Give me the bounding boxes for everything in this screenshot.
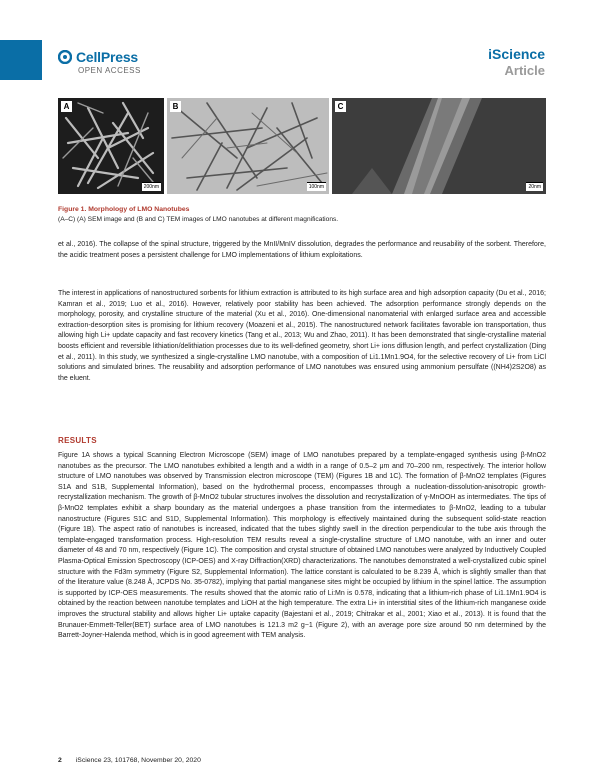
figure-1 — [58, 98, 546, 194]
panel-label-a: A — [61, 101, 72, 112]
sem-image-panel — [58, 98, 164, 194]
tem-image-low-mag — [167, 98, 329, 194]
scale-bar-c: 20nm — [528, 184, 541, 190]
panel-label-c: C — [335, 101, 346, 112]
paragraph-3: Figure 1A shows a typical Scanning Electron Microscope (SEM) image of LMO nanotubes prepared by a template-engaged synthesis using β-MnO2 nanotubes as the precursor. The LMO nanotubes exhibited a length and a width in a range of 0.5–2 μm and 70–200 nm, respectively. The interior hollow structure of LMO nanotubes was observed by Transmission electron microscope (TEM) (Figures 1B and 1C). The formation of β-MnO2 templates (Figures S1A and S1B, Supplemental Information), based on the hydrothermal process, encompasses through a nucleation-dissolution-anisotropic growth-recrystallization mechanism. The growth of β-MnO2 tubular structures involves the dissolution and recrystallization of γ-MnOOH as intermediates. The tips of β-MnO2 templates exhibit a sharp boundary as the material undergoes a phase transition from the intermediates to β-MnO2, leading to a tubular nanostructure (Figures S1C and S1D, Supplemental Information). This morphology is effectively maintained during the subsequent solid-state reaction (Figure 1B). The aspect ratio of nanotubes is increased, indicated that the tubes slightly swell in the direction perpendicular to the tube axis through the template-engaged transformation process. High-resolution TEM results reveal a single-crystalline structure of LMO nanotube, with an inner and outer diameter of 48 and 70 nm, respectively (Figure 1C). The composition and crystal structure of obtained LMO nanotubes were analyzed by Inductively Coupled Plasma-Optical Emission Spectroscopy (ICP-OES) and X-ray Diffraction(XRD) characterizations. The nanotubes demonstrated a well-crystallized cubic spinel structure with the Fd3m symmetry (Figure S2, Supplemental Information). The lattice constant is calculated to be 8.239 Å, which is slightly smaller than that of the literature value (8.248 Å, JCPDS No. 35-0782), implying that partial manganese sites might be occupied by lithium in the spinel lattice. The assumption is supported by ICP-OES measurements. The results showed that the atomic ratio of Li:Mn is 0.578, indicating that a lithium-rich phase of Li1.1Mn1.9O4 is obtained by the reaction between nanotube templates and LiOH at the high temperature. The extra Li+ in interstitial sites of the lithium-rich manganese oxide improves the structural stability and allows higher Li+ uptake capacity (Bajestani et al., 2019; Chitrakar et al., 2001; Xiao et al., 2013). It is found that the Brunauer-Emmett-Teller(BET) surface area of LMO nanotubes is 121.3 m2 g−1 (Figure 2), with an average pore size around 50 nm determined by the Barrett-Joyner-Halenda method, which is in good agreement with TEM analysis. — [58, 452, 546, 640]
figure-caption-text: (A–C) (A) SEM image and (B and C) TEM images of LMO nanotubes at different magnifications. — [58, 216, 339, 223]
tem-image-panel — [167, 98, 329, 194]
scale-bar-a: 200nm — [143, 184, 159, 190]
sem-image — [58, 98, 164, 194]
paragraph-2: The interest in applications of nanostructured sorbents for lithium extraction is attributed to its high surface area and high adsorption capacity (Du et al., 2016; Kamran et al., 2019; Luo et al., 2016). However, relatively poor stability has been achieved. The adsorption performance strongly depends on the morphology, porosity, and crystalline structure of the material (Xu et al., 2016). One-dimensional nanomaterial with enlarged surface area and accessible extraction-desorption sites is promising for lithium recovery (Moazeni et al., 2015). The nanostructured network facilitates favorable ion transportation, thus allowing high Li+ update capacity and fast recovery kinetics (Tang et al., 2013; Wu and Zhao, 2011). It has been demonstrated that single-crystalline material boosts efficient and reversible lithiation/delithiation processes due to its well-defined geometry, short Li+ ions diffusion length, and perfect crystallization (Ding et al., 2011). In this study, we synthesized a single-crystalline LMO nanotube, with a composition of Li1.1Mn1.9O4, for the selective recovery of Li+ from LiCl solutions and simulated brines. The reusability and adsorption performance of LMO nanotubes was ensured using ammonium persulfate ((NH4)2S2O8) as the eluent. — [58, 290, 546, 382]
article-type: Article — [504, 63, 545, 78]
page-number: 2 — [58, 757, 62, 764]
tem-image-high-mag-panel — [332, 98, 546, 194]
journal-header — [488, 46, 545, 78]
scale-bar-b: 100nm — [308, 184, 324, 190]
page-footer — [58, 757, 201, 764]
section-heading: RESULTS — [58, 436, 97, 445]
publisher-name: CellPress — [76, 49, 139, 65]
journal-citation: iScience 23, 101768, November 20, 2020 — [75, 757, 201, 764]
paragraph-1: et al., 2016). The collapse of the spinal structure, triggered by the MnII/MnIV dissolution, degrades the performance and reusability of the sorbent. Therefore, the acidic treatment poses a persistent challenge for LMO implementations of lithium exploitations. — [58, 241, 546, 259]
panel-label-b: B — [170, 101, 181, 112]
open-access-label: OPEN ACCESS — [78, 66, 141, 75]
side-tab — [0, 40, 42, 80]
figure-caption-title: Figure 1. Morphology of LMO Nanotubes — [58, 206, 190, 213]
tem-image-high-mag — [332, 98, 546, 194]
cellpress-icon — [58, 50, 72, 64]
journal-name: iScience — [488, 46, 545, 62]
publisher-logo — [58, 49, 141, 75]
